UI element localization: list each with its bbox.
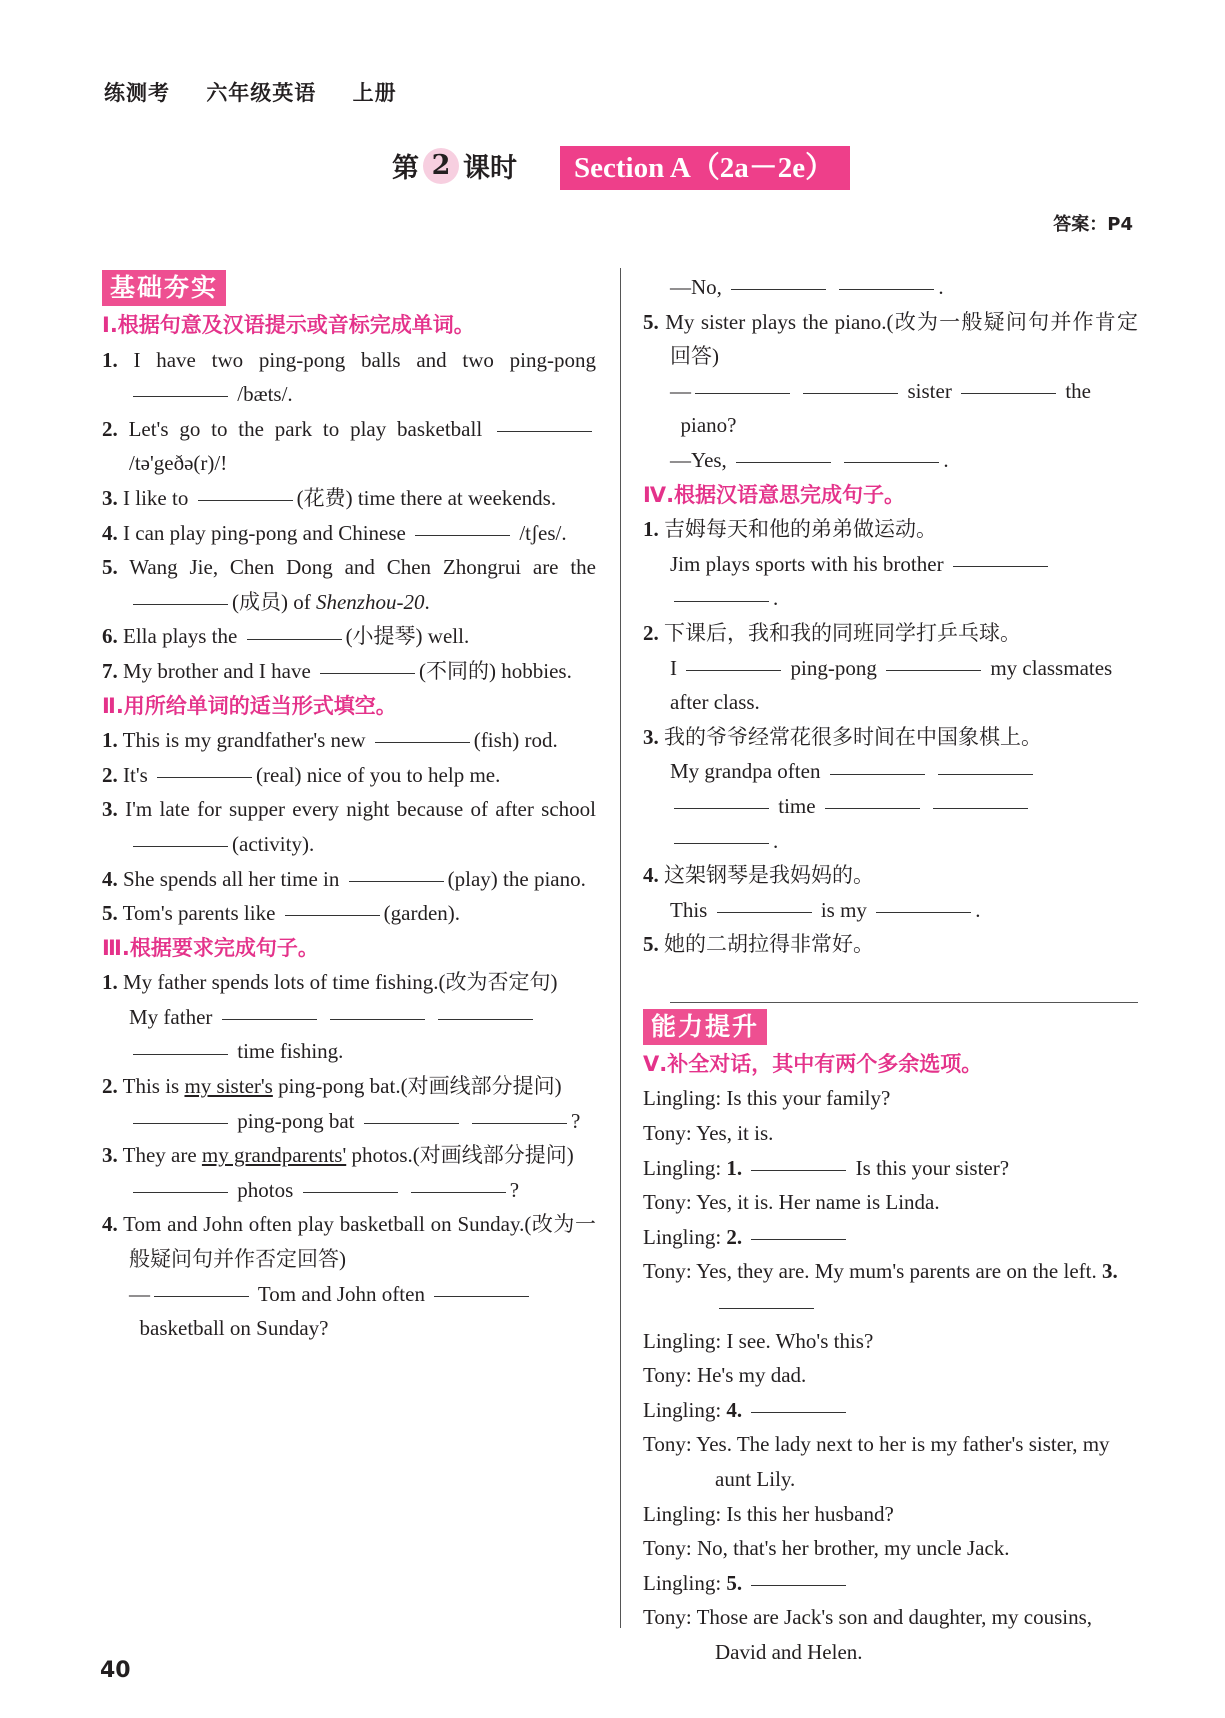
part3-answer-line: —No, .	[670, 275, 944, 299]
part1-item: 3. I like to (花费) time there at weekends.	[102, 485, 557, 510]
answer-reference: 答案：P4	[1053, 214, 1133, 235]
part4-answer-line: I ping-pong my classmates after class.	[670, 655, 1113, 715]
part4-answer-line: Jim plays sports with his brother .	[643, 547, 1138, 616]
part4-item: 1. 吉姆每天和他的弟弟做运动。	[643, 517, 937, 542]
part2-heading: Ⅱ.用所给单词的适当形式填空。	[102, 693, 397, 718]
part2-item: 2. It's (real) nice of you to help me.	[102, 762, 501, 787]
part1-item: 6. Ella plays the (小提琴) well.	[102, 624, 470, 649]
part3-answer-line: My father time fishing.	[102, 1000, 596, 1069]
dialogue-line: Lingling: 4.	[643, 1393, 1138, 1428]
part3-item: 3. They are my grandparents' photos.(对画线部分提问)	[102, 1143, 574, 1168]
right-column	[643, 270, 1138, 1670]
part1-item: 4. I can play ping-pong and Chinese /tʃes/.	[102, 520, 567, 545]
dialogue-line: Lingling: 2.	[643, 1220, 1138, 1255]
section-badge-advanced: 能力提升	[643, 1009, 767, 1045]
dialogue-line: Tony: Yes, it is.	[643, 1121, 774, 1146]
part1-item: 2. Let's go to the park to play basketball /tə'geðə(r)/!	[102, 412, 596, 481]
book-grade: 六年级英语	[206, 81, 317, 105]
part1-item: 5. Wang Jie, Chen Dong and Chen Zhongrui are the (成员) of Shenzhou-20.	[102, 555, 596, 614]
part1-item: 7. My brother and I have (不同的) hobbies.	[102, 658, 572, 683]
part4-item: 4. 这架钢琴是我妈妈的。	[643, 863, 874, 888]
dialogue-line: Lingling: 1. Is this your sister?	[643, 1155, 1010, 1180]
section-title: Section A（2a－2e）	[560, 146, 850, 190]
part2-item: 3. I'm late for supper every night because of after school (activity).	[102, 797, 596, 856]
part3-heading: Ⅲ.根据要求完成句子。	[102, 935, 319, 960]
part5-heading: Ⅴ.补全对话，其中有两个多余选项。	[643, 1051, 983, 1076]
part4-heading: Ⅳ.根据汉语意思完成句子。	[643, 482, 906, 507]
book-name: 练测考	[104, 81, 170, 105]
lesson-prefix: 第	[392, 153, 419, 184]
part3-answer-line: photos ?	[102, 1173, 596, 1208]
part3-answer-line: — Tom and John often basketball on Sunday?	[102, 1277, 596, 1346]
part4-item: 3. 我的爷爷经常花很多时间在中国象棋上。	[643, 724, 1042, 749]
part3-item: 4. Tom and John often play basketball on Sunday.(改为一般疑问句并作否定回答)	[102, 1212, 596, 1272]
dialogue-line: Tony: Yes, they are. My mum's parents are on the left. 3.	[643, 1254, 1138, 1323]
part2-item: 4. She spends all her time in (play) the piano.	[102, 866, 586, 891]
dialogue-line: Tony: Yes. The lady next to her is my father's sister, my aunt Lily.	[643, 1432, 1110, 1491]
dialogue-line: Tony: Yes, it is. Her name is Linda.	[643, 1190, 940, 1215]
part3-answer-line: — sister the piano?	[670, 378, 1091, 438]
dialogue-line: Tony: He's my dad.	[643, 1363, 807, 1388]
part4-answer-line: This is my .	[670, 897, 981, 922]
part4-answer-line: My grandpa often time .	[643, 754, 1138, 858]
part1-item: 1. I have two ping-pong balls and two ping-pong /bæts/.	[102, 347, 596, 407]
lesson-suffix: 课时	[463, 153, 517, 184]
dialogue-line: Lingling: 5.	[643, 1566, 1138, 1601]
part3-answer-line: —Yes, .	[670, 447, 949, 472]
dialogue-line: Tony: Those are Jack's son and daughter, my cousins, David and Helen.	[643, 1605, 1092, 1664]
part2-item: 5. Tom's parents like (garden).	[102, 901, 461, 926]
section-badge-basics: 基础夯实	[102, 270, 226, 306]
column-divider	[620, 268, 621, 1628]
dialogue-line: Lingling: Is this her husband?	[643, 1501, 894, 1526]
lesson-title	[392, 146, 517, 185]
answer-line	[670, 966, 1138, 1003]
part3-item: 2. This is my sister's ping-pong bat.(对画线部分提问)	[102, 1074, 562, 1099]
part4-item: 5. 她的二胡拉得非常好。	[643, 932, 874, 957]
dialogue-line: Lingling: I see. Who's this?	[643, 1328, 874, 1353]
part4-item: 2. 下课后，我和我的同班同学打乒乓球。	[643, 620, 1021, 645]
part1-heading: Ⅰ.根据句意及汉语提示或音标完成单词。	[102, 313, 475, 337]
lesson-number: 2	[423, 148, 459, 184]
part3-answer-line: ping-pong bat ?	[102, 1104, 596, 1139]
book-header	[104, 77, 425, 107]
book-volume: 上册	[352, 81, 397, 105]
dialogue-line: Lingling: Is this your family?	[643, 1086, 891, 1111]
left-column	[102, 270, 596, 1346]
part3-item: 5. My sister plays the piano.(改为一般疑问句并作肯定回答)	[643, 309, 1138, 369]
dialogue-line: Tony: No, that's her brother, my uncle Jack.	[643, 1536, 1010, 1561]
part2-item: 1. This is my grandfather's new (fish) rod.	[102, 728, 558, 753]
part3-item: 1. My father spends lots of time fishing.(改为否定句)	[102, 970, 558, 995]
page-number: 40	[100, 1658, 131, 1683]
